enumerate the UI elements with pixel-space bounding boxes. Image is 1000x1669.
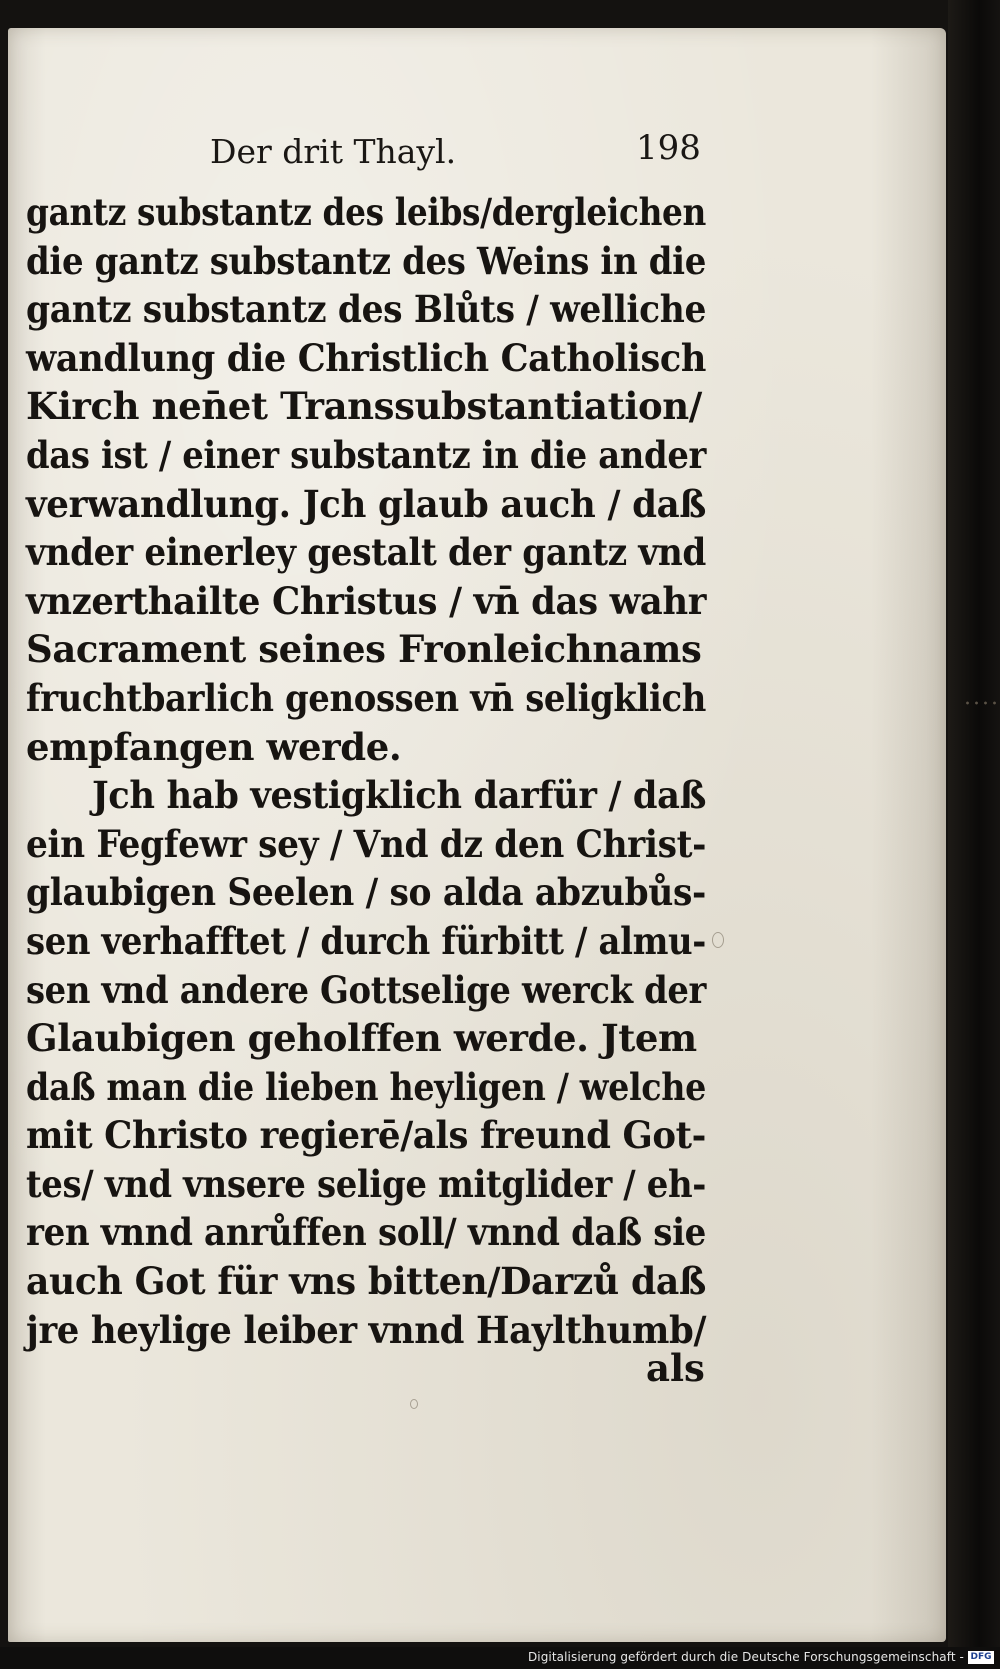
body-text <box>26 188 706 1354</box>
text-line: sen vnd andere Gottselige werck der <box>26 967 707 1012</box>
catchword: als <box>646 1346 705 1390</box>
text-line: empfangen werde. <box>26 724 402 769</box>
text-line: jre heylige leiber vnnd Haylthumb/ <box>26 1307 707 1352</box>
text-line: mit Christo regierē/als freund Got- <box>26 1113 706 1158</box>
digitization-footer <box>0 1647 1000 1669</box>
running-head: Der drit Thayl. <box>210 132 457 171</box>
text-line: tes/ vnd vnsere selige mitglider / eh- <box>26 1161 706 1206</box>
text-line: sen verhafftet / durch fürbitt / almu- <box>26 918 706 963</box>
text-line: fruchtbarlich genossen vn̄ seligklich <box>26 675 706 720</box>
text-line: gantz substantz des Blůts / welliche <box>26 287 707 332</box>
page-number: 198 <box>636 128 701 168</box>
text-line: daß man die lieben heyligen / welche <box>26 1064 706 1109</box>
text-line: verwandlung. Jch glaub auch / daß <box>26 481 706 526</box>
text-line: Kirch nen̄et Transsubstantiation/ <box>26 384 702 429</box>
text-line: auch Got für vns bitten/Darzů daß <box>26 1259 706 1304</box>
text-line: wandlung die Christlich Catholisch <box>26 335 706 380</box>
text-line: vnzerthailte Christus / vn̄ das wahr <box>26 578 707 623</box>
book-binding <box>948 0 1000 1669</box>
text-line: ein Fegfewr sey / Vnd dz den Christ- <box>26 821 706 866</box>
text-line: ren vnnd anrůffen soll/ vnnd daß sie <box>26 1210 706 1255</box>
text-line: die gantz substantz des Weins in die <box>26 238 706 283</box>
footer-credit: Digitalisierung gefördert durch die Deutsche Forschungsgemeinschaft - <box>527 1650 964 1664</box>
text-line: Jch hab vestigklich darfür / daß <box>92 773 707 818</box>
text-line: Glaubigen geholffen werde. Jtem <box>26 1016 697 1061</box>
edge-marks <box>963 698 999 708</box>
paper-hole <box>410 1399 418 1409</box>
paper-hole <box>712 932 724 948</box>
text-line: glaubigen Seelen / so alda abzubůs- <box>26 870 706 915</box>
text-line: vnder einerley gestalt der gantz vnd <box>26 530 707 575</box>
text-line: gantz substantz des leibs/dergleichen <box>26 190 707 234</box>
dfg-logo: DFG <box>968 1651 994 1664</box>
text-line: das ist / einer substantz in die ander <box>26 432 706 477</box>
text-line: Sacrament seines Fronleichnams <box>26 627 702 672</box>
